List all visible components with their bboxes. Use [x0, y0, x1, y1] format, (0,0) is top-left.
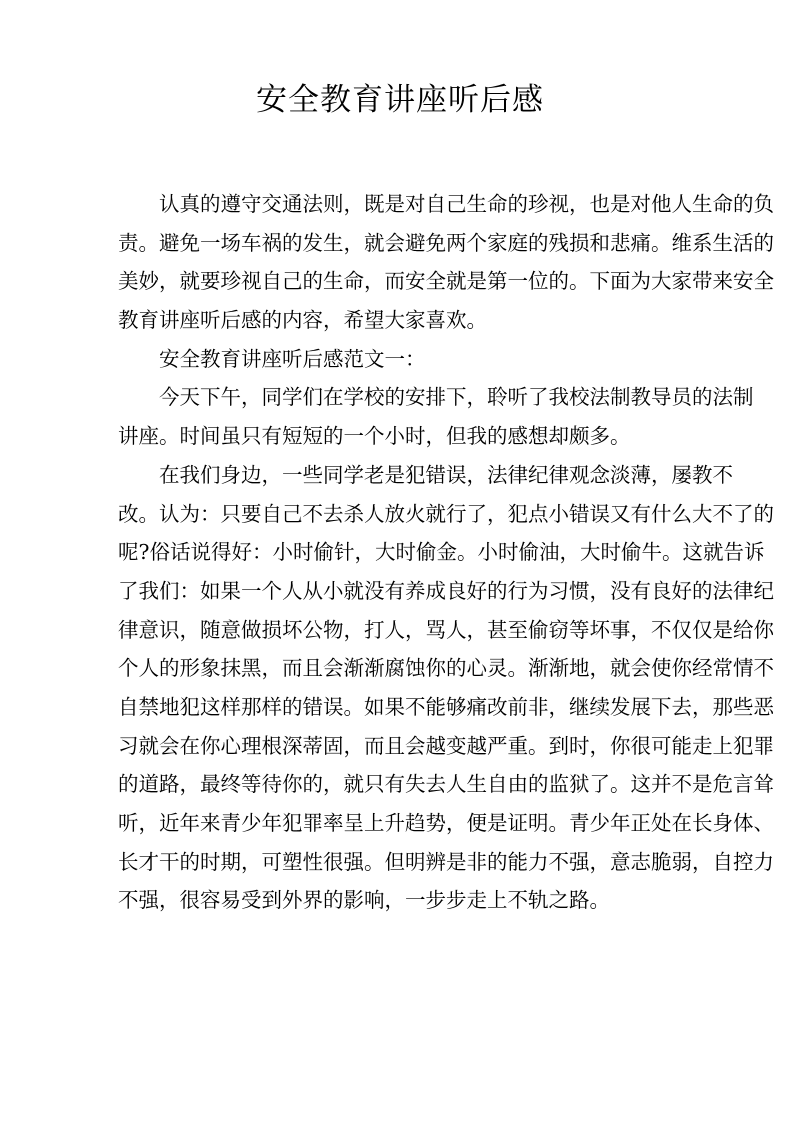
paragraph-line: 美妙，就要珍视自己的生命，而安全就是第一位的。下面为大家带来安全: [118, 269, 774, 294]
section-heading: 安全教育讲座听后感范文一：: [159, 346, 426, 371]
paragraph-line: 认真的遵守交通法则，既是对自己生命的珍视，也是对他人生命的负: [159, 192, 774, 216]
paragraph-line: 习就会在你心理根深蒂固，而且会越变越严重。到时，你很可能走上犯罪: [118, 733, 774, 758]
paragraph-line: 讲座。时间虽只有短短的一个小时，但我的感想却颇多。: [118, 424, 631, 449]
document-title: 安全教育讲座听后感: [256, 82, 544, 118]
paragraph-line: 自禁地犯这样那样的错误。如果不能够痛改前非，继续发展下去，那些恶: [118, 694, 774, 719]
paragraph-line: 的道路，最终等待你的，就只有失去人生自由的监狱了。这并不是危言耸: [118, 772, 774, 797]
document-body: [118, 185, 774, 920]
paragraph-line: 律意识，随意做损坏公物，打人，骂人，甚至偷窃等坏事，不仅仅是给你: [118, 617, 774, 642]
paragraph-line: 听，近年来青少年犯罪率呈上升趋势，便是证明。青少年正处在长身体、: [118, 811, 774, 835]
paragraph-line: 个人的形象抹黑，而且会渐渐腐蚀你的心灵。渐渐地，就会使你经常情不: [118, 656, 774, 681]
paragraph-line: 在我们身边，一些同学老是犯错误，法律纪律观念淡薄，屡教不: [159, 462, 733, 487]
paragraph-line: 教育讲座听后感的内容，希望大家喜欢。: [118, 308, 487, 333]
paragraph-line: 改。认为：只要自己不去杀人放火就行了，犯点小错误又有什么大不了的: [118, 501, 774, 526]
paragraph-line: 长才干的时期，可塑性很强。但明辨是非的能力不强，意志脆弱，自控力: [118, 849, 774, 874]
paragraph-line: 责。避免一场车祸的发生，就会避免两个家庭的残损和悲痛。维系生活的: [118, 230, 774, 255]
paragraph-line: 了我们：如果一个人从小就没有养成良好的行为习惯，没有良好的法律纪: [118, 578, 774, 603]
paragraph-line: 不强，很容易受到外界的影响，一步步走上不轨之路。: [118, 888, 610, 913]
paragraph-line: 今天下午，同学们在学校的安排下，聆听了我校法制教导员的法制: [159, 385, 754, 410]
paragraph-line: 呢?俗话说得好：小时偷针，大时偷金。小时偷油，大时偷牛。这就告诉: [118, 540, 765, 565]
